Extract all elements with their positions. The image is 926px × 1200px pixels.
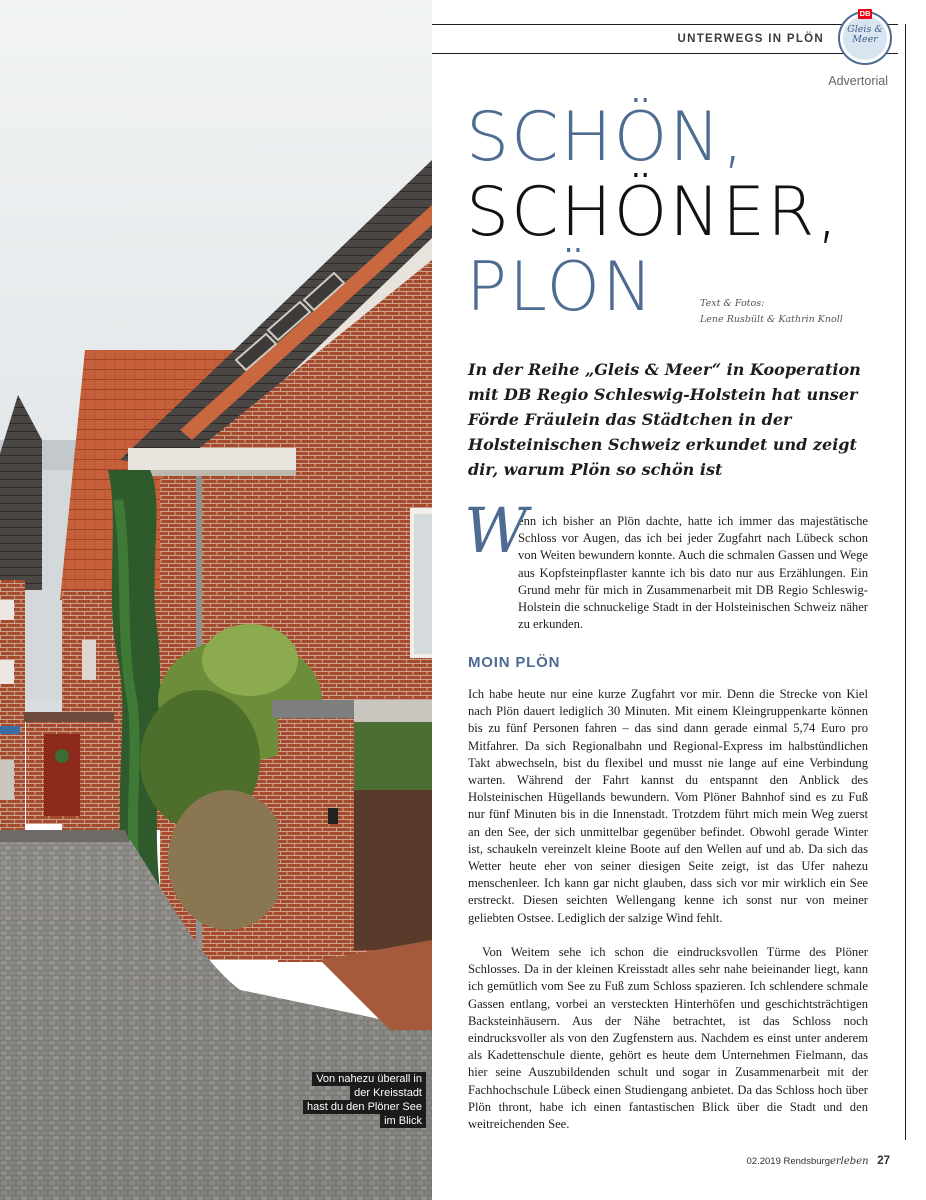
drop-cap: W bbox=[464, 494, 528, 567]
paragraph-1 bbox=[464, 494, 868, 633]
db-logo: DB bbox=[859, 9, 871, 18]
caption-line: hast du den Plöner See bbox=[303, 1100, 426, 1114]
article-intro: In der Reihe „Gleis & Meer“ in Kooperation mit DB Regio Schleswig-Holstein hat unser Förde Fräulein das Städtchen in der Holsteinischen Schweiz erkundet und zeigt dir, warum Plön so schön ist bbox=[468, 360, 861, 479]
issue-date: 02.2019 bbox=[746, 1156, 781, 1167]
article-title bbox=[466, 100, 840, 325]
title-line-1: SCHÖN, bbox=[466, 98, 746, 177]
credit-names: Lene Rusbült & Kathrin Knoll bbox=[700, 314, 843, 325]
street-photo bbox=[0, 0, 432, 1200]
magazine-logo bbox=[784, 1156, 869, 1167]
magazine-name: Rendsburg bbox=[783, 1156, 830, 1167]
section-heading: MOIN PLÖN bbox=[468, 654, 561, 671]
badge-line: Meer bbox=[852, 34, 878, 45]
author-credit bbox=[700, 296, 843, 328]
magazine-name-script: erleben bbox=[829, 1156, 869, 1167]
section-rubric: UNTERWEGS IN PLÖN bbox=[677, 33, 824, 45]
header-rule-bottom bbox=[432, 53, 898, 54]
paragraph-3 bbox=[468, 944, 868, 1133]
paragraph-text: enn ich bisher an Plön dachte, hatte ich immer das majestätische Schloss vor Augen, das ich bei jeder Zugfahrt nach Lübeck schon von Weiten bewundern konnte. Auch die schmalen Gassen und Wege aus Kopfsteinpflaster kannte ich bis dato nur aus Erzählungen. Ein Grund mehr für mich in Zusammenarbeit mit DB Regio Schleswig-Holstein die schnuckelige Stadt in der Holsteinischen Schweiz näher zu erkunden. bbox=[518, 514, 868, 632]
paragraph-text: Von Weitem sehe ich schon die eindrucksvollen Türme des Plöner Schlosses. Da in der kleinen Kreisstadt alles sehr nahe beieinander liegt, kann ich gemütlich vom See zu Fuß zum Schloss spazieren. Ich schlendere schmale Gassen entlang, vorbei an versteckten Hinterhöfen und geschichtsträchtigen Backsteinhäusern. Aus der Nähe betrachtet, ist das Schloss noch eindrucksvoller als von den Zugfenstern aus. Nachdem es einst unter anderem als Kadettenschule diente, gehört es heute dem Unternehmen Fielmann, das hier seine Auszubildenden schult und sogar in Zusammenarbeit mit der Fachhochschule Lübeck einen Studiengang anbietet. Da das Schloss hoch über Plön thront, habe ich einen fantastischen Blick über die Stadt und den weitreichenden See. bbox=[468, 945, 868, 1132]
gleis-meer-badge bbox=[838, 11, 892, 65]
title-line-3: PLÖN bbox=[466, 248, 655, 327]
column-rule bbox=[905, 24, 906, 1140]
caption-line: der Kreisstadt bbox=[350, 1086, 426, 1100]
paragraph-2 bbox=[468, 686, 868, 927]
photo-caption bbox=[303, 1072, 426, 1128]
badge-label bbox=[840, 25, 890, 45]
paragraph-text: Ich habe heute nur eine kurze Zugfahrt vor mir. Denn die Strecke von Kiel nach Plön dauert lediglich 30 Minuten. Mit einem Kleingruppenkarte können bis zu fünf Personen fahren – das sind dann gerade einmal 5,74 Euro pro Mitfahrer. Da sich Regionalbahn und Regional-Express im halbstündlichen Takt abwechseln, bist du flexibel und musst nie lange auf eine Verbindung warten. Während der Fahrt kannst du entspannt den Anblick des Holsteinischen Hügellands bewundern. Vom Plöner Bahnhof sind es zu Fuß nur fünf Minuten bis in die Innenstadt. Trotzdem führt mich mein Weg zuerst an den See, der sich unmittelbar gegenüber befindet. Obwohl gerade Winter ist, schaukeln vereinzelt kleine Boote auf den Wellen auf und ab. Da sich das Wetter heute eher von seiner diesigen Seite zeigt, ist das Ufer nahezu menschenleer. Ich kann gar nicht glauben, dass sich vor mir wirklich ein See erstreckt. Diesen seichten Wellengang kenne ich sonst nur von meiner geliebten Ostsee. Lediglich der salzige Wind fehlt. bbox=[468, 687, 868, 925]
title-line-2: SCHÖNER, bbox=[466, 173, 840, 252]
header-rule-top bbox=[432, 24, 898, 25]
badge-line: Gleis & bbox=[847, 24, 883, 35]
page-number: 27 bbox=[877, 1155, 890, 1167]
caption-line: Von nahezu überall in bbox=[312, 1072, 426, 1086]
page-footer bbox=[747, 1155, 890, 1167]
advertorial-label: Advertorial bbox=[828, 74, 888, 88]
caption-line: im Blick bbox=[380, 1114, 426, 1128]
credit-label: Text & Fotos: bbox=[700, 298, 765, 309]
